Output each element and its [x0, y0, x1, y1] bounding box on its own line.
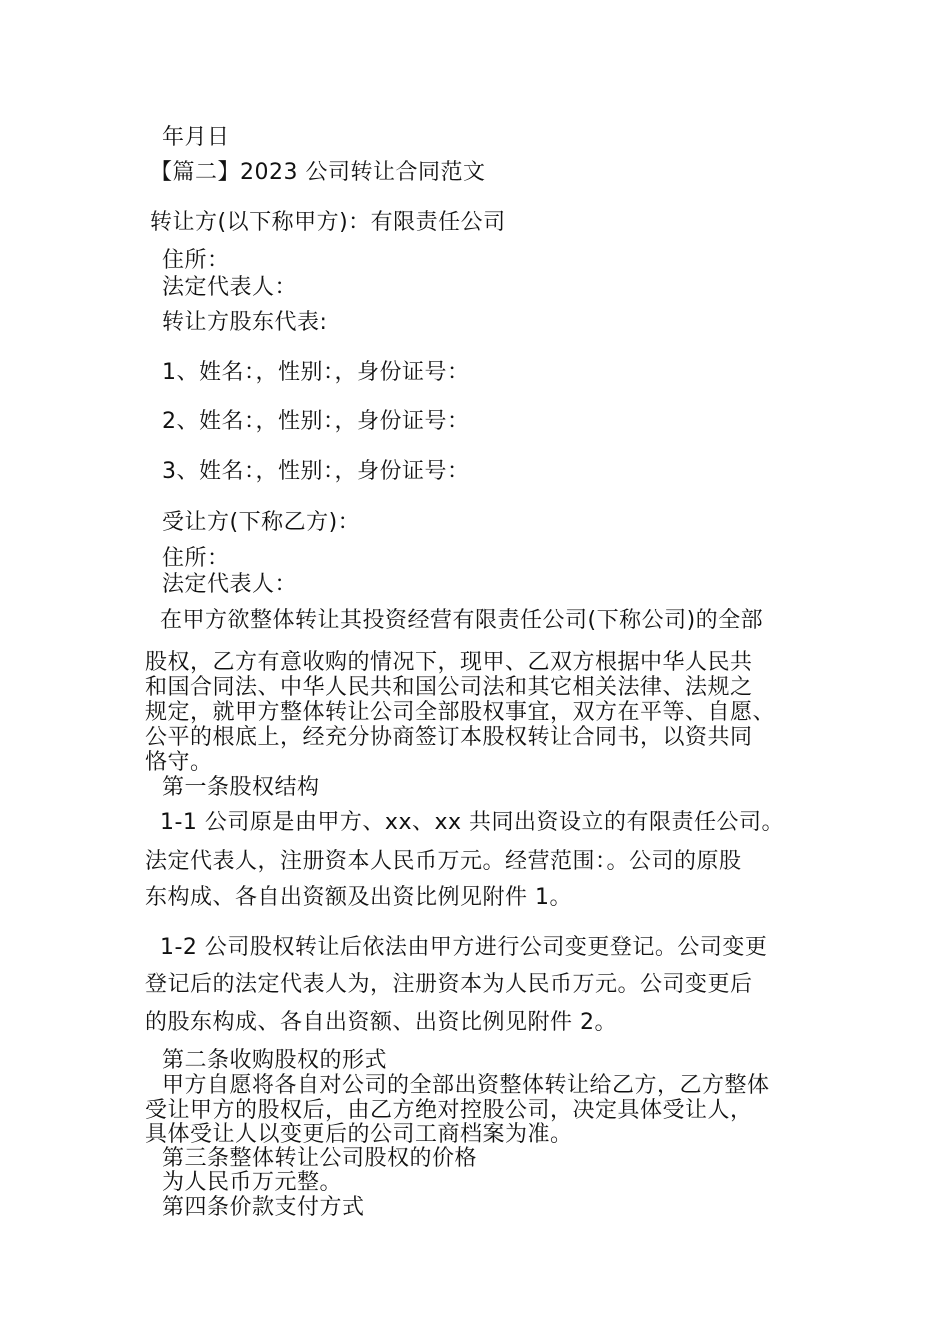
transferor-legal-rep: 法定代表人： [162, 275, 298, 300]
clause-1-2-line: 1-2 公司股权转让后依法由甲方进行公司变更登记。公司变更 [160, 935, 768, 960]
clause-1-1-line: 法定代表人，注册资本人民币万元。经营范围：。公司的原股 [145, 849, 742, 874]
clause-1-2-line: 登记后的法定代表人为，注册资本为人民币万元。公司变更后 [145, 972, 753, 997]
shareholder-line: 2、姓名：，性别：，身份证号： [162, 409, 470, 434]
transferor-shareholder-rep: 转让方股东代表: [162, 310, 328, 335]
transferee-address: 住所： [162, 546, 230, 571]
article-3-body: 为人民币万元整。 [162, 1170, 343, 1195]
section-heading: 【篇二】2023 公司转让合同范文 [150, 160, 486, 185]
transferee-legal-rep: 法定代表人： [162, 572, 298, 597]
transferor-line: 转让方(以下称甲方)：有限责任公司 [150, 210, 506, 235]
shareholder-line: 1、姓名：，性别：，身份证号： [162, 360, 470, 385]
article-1-title: 第一条股权结构 [162, 775, 320, 800]
preamble-line: 股权，乙方有意收购的情况下，现甲、乙双方根据中华人民共 [145, 650, 753, 675]
clause-1-2-line: 的股东构成、各自出资额、出资比例见附件 2。 [145, 1010, 617, 1035]
article-2-body-line: 甲方自愿将各自对公司的全部出资整体转让给乙方，乙方整体 [162, 1073, 770, 1098]
transferee-line: 受让方(下称乙方)： [162, 510, 361, 535]
article-4-title: 第四条价款支付方式 [162, 1195, 365, 1220]
article-2-title: 第二条收购股权的形式 [162, 1048, 388, 1073]
transferor-address: 住所： [162, 248, 230, 273]
shareholder-line: 3、姓名：，性别：，身份证号： [162, 459, 470, 484]
clause-1-1-line: 东构成、各自出资额及出资比例见附件 1。 [145, 885, 572, 910]
date-line: 年月日 [162, 125, 230, 150]
preamble-line: 和国合同法、中华人民共和国公司法和其它相关法律、法规之 [145, 675, 753, 700]
preamble-line: 在甲方欲整体转让其投资经营有限责任公司(下称公司)的全部 [160, 608, 764, 633]
preamble-line: 规定，就甲方整体转让公司全部股权事宜，双方在平等、自愿、 [145, 700, 776, 725]
article-2-body-line: 受让甲方的股权后，由乙方绝对控股公司，决定具体受让人， [145, 1098, 753, 1123]
clause-1-1-line: 1-1 公司原是由甲方、xx、xx 共同出资设立的有限责任公司。 [160, 810, 784, 835]
preamble-line: 恪守。 [145, 750, 213, 775]
article-2-body-line: 具体受让人以变更后的公司工商档案为准。 [145, 1122, 573, 1147]
preamble-line: 公平的根底上，经充分协商签订本股权转让合同书，以资共同 [145, 725, 753, 750]
article-3-title: 第三条整体转让公司股权的价格 [162, 1146, 478, 1171]
